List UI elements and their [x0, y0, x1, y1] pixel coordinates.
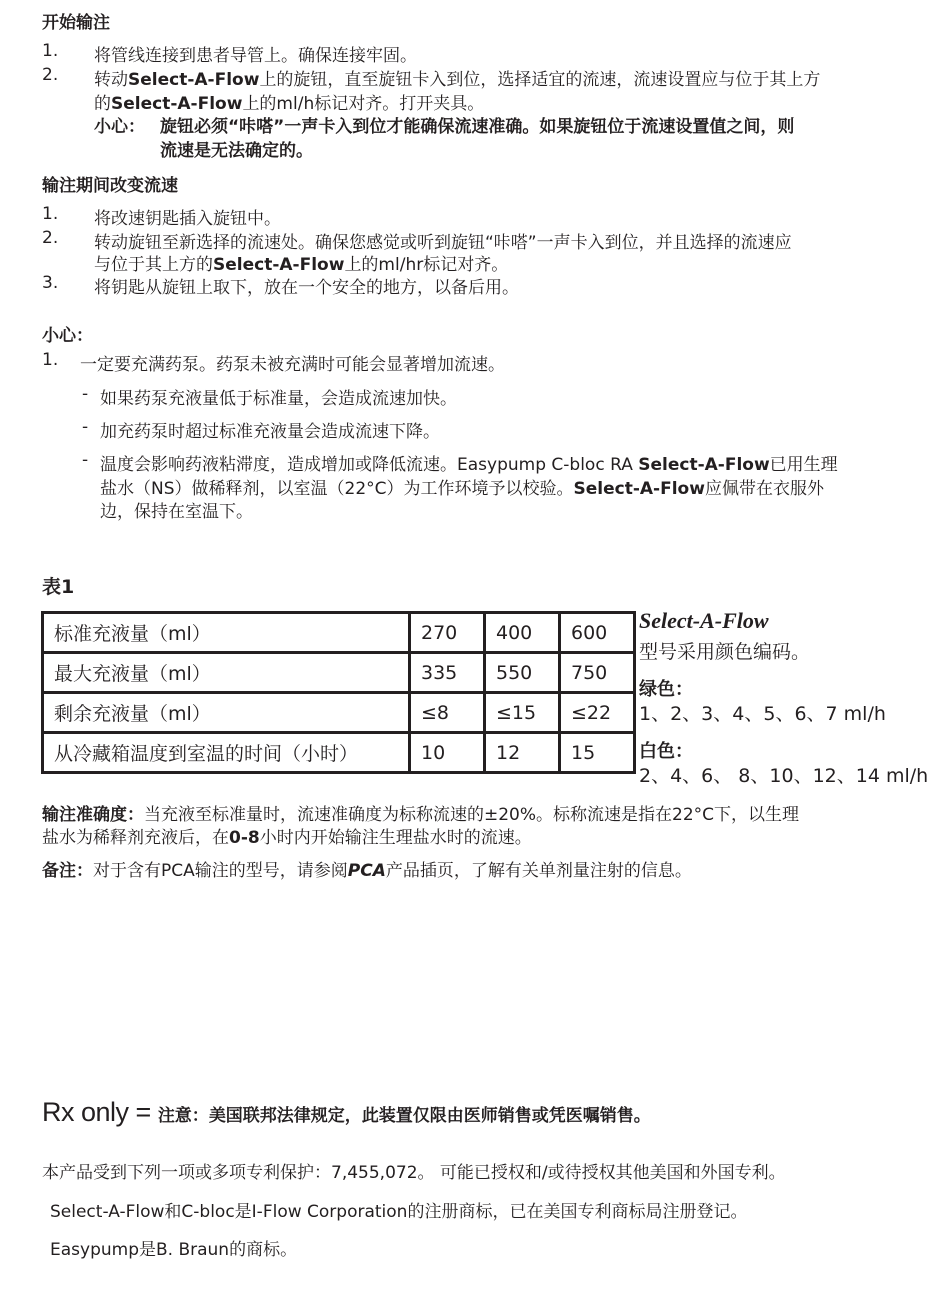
table-title: 表1 [42, 576, 75, 598]
bullet-text: 边，保持在室温下。 [100, 502, 253, 522]
white-values: 2、4、6、 8、10、12、14 ml/h [639, 765, 929, 787]
bullet-text: 温度会影响药液粘滞度，造成增加或降低流速。Easypump C-bloc RA Select-A-Flow已用生理 [100, 455, 838, 475]
list-item-text: 将管线连接到患者导管上。确保连接牢固。 [94, 46, 417, 66]
patent-notice: 本产品受到下列一项或多项专利保护：7,455,072。 可能已授权和/或待授权其他美国和外国专利。 [42, 1163, 786, 1183]
table-cell: 15 [560, 733, 635, 773]
table-row [43, 733, 635, 773]
list-item-text: 将钥匙从旋钮上取下，放在一个安全的地方，以备后用。 [94, 278, 519, 298]
table-row [43, 693, 635, 733]
list-number: 1. [42, 204, 59, 224]
caution-text: 流速是无法确定的。 [160, 141, 313, 161]
table-cell: 400 [485, 613, 560, 653]
white-label: 白色： [639, 741, 693, 762]
section-title-change-rate: 输注期间改变流速 [42, 176, 178, 196]
bullet-text: 加充药泵时超过标准充液量会造成流速下降。 [100, 422, 440, 442]
bullet-text: 如果药泵充液量低于标准量，会造成流速加快。 [100, 389, 457, 409]
select-a-flow-heading: Select-A-Flow [639, 608, 769, 633]
list-number: 2. [42, 228, 59, 248]
list-item-text: 转动旋钮至新选择的流速处。确保您感觉或听到旋钮“咔嗒”一声卡入到位，并且选择的流速应 [94, 233, 792, 253]
table-cell: 12 [485, 733, 560, 773]
table-cell: 550 [485, 653, 560, 693]
list-item-text: 的Select-A-Flow上的ml/h标记对齐。打开夹具。 [94, 94, 485, 114]
fill-volume-table [41, 611, 636, 774]
table-cell: 标准充液量（ml） [43, 613, 410, 653]
list-number: 2. [42, 65, 59, 85]
section-title-start-infusion: 开始输注 [42, 13, 110, 33]
table-cell: 600 [560, 613, 635, 653]
trademark-notice: Select-A-Flow和C-bloc是I-Flow Corporation的注册商标，已在美国专利商标局注册登记。 [50, 1202, 748, 1222]
bullet-dash: - [82, 417, 89, 437]
easypump-trademark: Easypump是B. Braun的商标。 [50, 1240, 298, 1260]
table-cell: ≤22 [560, 693, 635, 733]
list-item-text: 将改速钥匙插入旋钮中。 [94, 209, 281, 229]
table-cell: 750 [560, 653, 635, 693]
caution-label: 小心： [94, 117, 145, 137]
table-cell: 剩余充液量（ml） [43, 693, 410, 733]
bullet-dash: - [82, 450, 89, 470]
list-number: 1. [42, 41, 59, 61]
list-item-text: 与位于其上方的Select-A-Flow上的ml/hr标记对齐。 [94, 255, 509, 275]
table-cell: 最大充液量（ml） [43, 653, 410, 693]
green-values: 1、2、3、4、5、6、7 ml/h [639, 703, 886, 725]
table-cell: 从冷藏箱温度到室温的时间（小时） [43, 733, 410, 773]
table-cell: 270 [410, 613, 485, 653]
list-number: 1. [42, 350, 59, 370]
color-coding-desc: 型号采用颜色编码。 [639, 641, 811, 663]
bullet-text: 盐水（NS）做稀释剂，以室温（22°C）为工作环境予以校验。Select-A-Flow应佩带在衣服外 [100, 479, 824, 499]
caution-text: 旋钮必须“咔嗒”一声卡入到位才能确保流速准确。如果旋钮位于流速设置值之间，则 [160, 117, 795, 137]
note-text: 备注：对于含有PCA输注的型号，请参阅PCA产品插页，了解有关单剂量注射的信息。 [42, 861, 692, 881]
table-row [43, 613, 635, 653]
accuracy-text: 盐水为稀释剂充液后，在0-8小时内开始输注生理盐水时的流速。 [42, 828, 532, 848]
table-cell: 10 [410, 733, 485, 773]
list-number: 3. [42, 273, 59, 293]
table-cell: ≤15 [485, 693, 560, 733]
section-title-caution: 小心： [42, 326, 93, 346]
table-cell: ≤8 [410, 693, 485, 733]
table-cell: 335 [410, 653, 485, 693]
list-item-text: 转动Select-A-Flow上的旋钮，直至旋钮卡入到位，选择适宜的流速，流速设置应与位于其上方 [94, 70, 821, 90]
accuracy-text: 输注准确度：当充液至标准量时，流速准确度为标称流速的±20%。标称流速是指在22°C下，以生理 [42, 805, 800, 825]
green-label: 绿色： [639, 679, 693, 700]
list-item-text: 一定要充满药泵。药泵未被充满时可能会显著增加流速。 [80, 355, 505, 375]
bullet-dash: - [82, 384, 89, 404]
rx-only-statement: Rx only = 注意：美国联邦法律规定，此装置仅限由医师销售或凭医嘱销售。 [42, 1097, 651, 1127]
table-row [43, 653, 635, 693]
